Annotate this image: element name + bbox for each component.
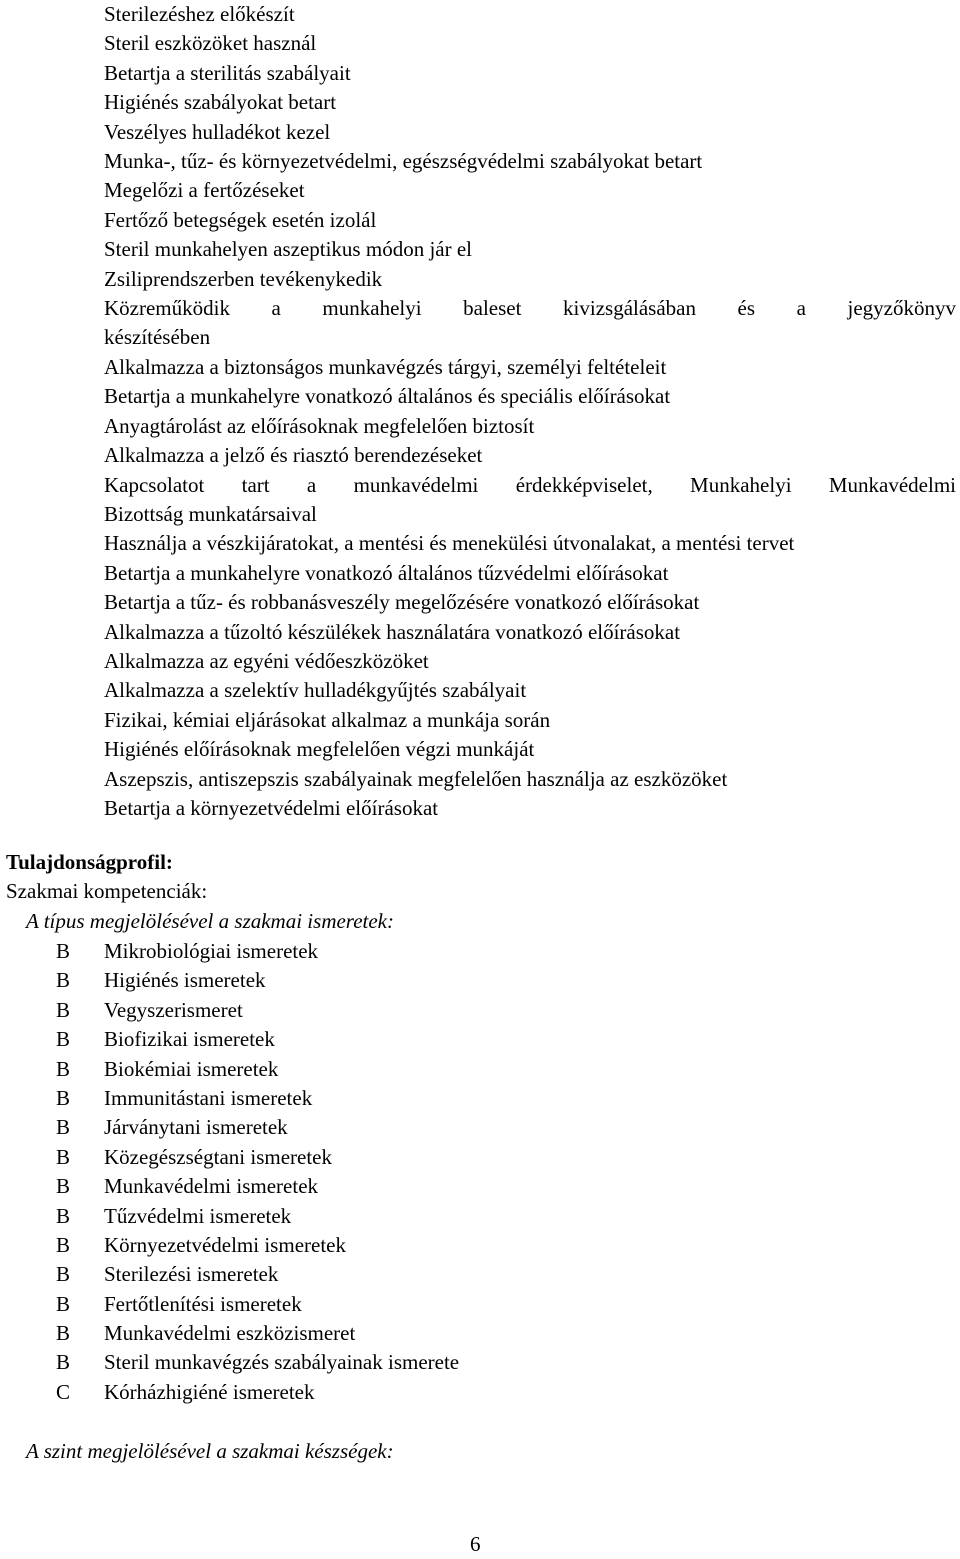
task-item: Megelőzi a fertőzéseket xyxy=(104,178,305,203)
knowledge-label: Munkavédelmi eszközismeret xyxy=(104,1321,356,1346)
task-item: Betartja a tűz- és robbanásveszély megelőzésére vonatkozó előírásokat xyxy=(104,590,700,615)
task-item: Fertőző betegségek esetén izolál xyxy=(104,207,377,232)
knowledge-type: B xyxy=(56,1144,71,1169)
task-item: Alkalmazza a biztonságos munkavégzés tárgyi, személyi feltételeit xyxy=(104,354,667,379)
knowledge-label: Mikrobiológiai ismeretek xyxy=(104,939,319,963)
knowledge-label: Higiénés ismeretek xyxy=(104,968,266,993)
knowledge-label: Biofizikai ismeretek xyxy=(104,1027,275,1052)
task-item: Közreműködik a munkahelyi baleset kivizsgálásában és a jegyzőkönyv xyxy=(104,296,956,321)
task-item: Munka-, tűz- és környezetvédelmi, egészségvédelmi szabályokat betart xyxy=(104,149,703,174)
task-item: Zsiliprendszerben tevékenykedik xyxy=(104,266,383,291)
task-item: Alkalmazza a szelektív hulladékgyűjtés szabályait xyxy=(104,678,527,703)
task-item: Használja a vészkijáratokat, a mentési és menekülési útvonalakat, a mentési tervet xyxy=(104,531,795,556)
knowledge-type: B xyxy=(56,1115,71,1140)
knowledge-label: Fertőtlenítési ismeretek xyxy=(104,1291,302,1316)
knowledge-type: B xyxy=(56,1291,71,1316)
knowledge-label: Járványtani ismeretek xyxy=(104,1115,288,1140)
competencies-subheading: Szakmai kompetenciák: xyxy=(6,879,208,903)
knowledge-label: Közegészségtani ismeretek xyxy=(104,1144,332,1169)
knowledge-type: C xyxy=(56,1379,71,1404)
knowledge-label: Tűzvédelmi ismeretek xyxy=(104,1203,292,1228)
knowledge-type: B xyxy=(56,1232,71,1257)
task-item: Betartja a munkahelyre vonatkozó általános tűzvédelmi előírásokat xyxy=(104,560,669,585)
knowledge-type: B xyxy=(56,1203,71,1228)
knowledge-label: Biokémiai ismeretek xyxy=(104,1056,279,1081)
task-item: Betartja a munkahelyre vonatkozó általános és speciális előírásokat xyxy=(104,384,671,409)
knowledge-intro: A típus megjelölésével a szakmai ismeretek: xyxy=(26,909,394,933)
profile-heading: Tulajdonságprofil: xyxy=(6,850,173,874)
task-item: Alkalmazza a tűzoltó készülékek használatára vonatkozó előírásokat xyxy=(104,619,681,644)
knowledge-type: B xyxy=(56,1085,71,1110)
skills-intro: A szint megjelölésével a szakmai készségek: xyxy=(26,1439,394,1463)
task-item: Higiénés szabályokat betart xyxy=(104,90,337,115)
task-item: Alkalmazza a jelző és riasztó berendezéseket xyxy=(104,443,483,468)
task-item: Bizottság munkatársaival xyxy=(104,501,317,526)
knowledge-label: Kórházhigiéné ismeretek xyxy=(104,1379,315,1404)
knowledge-type: B xyxy=(56,1174,71,1199)
knowledge-label: Immunitástani ismeretek xyxy=(104,1085,313,1110)
task-item: Veszélyes hulladékot kezel xyxy=(104,119,331,144)
knowledge-type: B xyxy=(56,1056,71,1081)
task-item: Steril munkahelyen aszeptikus módon jár el xyxy=(104,237,472,262)
task-item: Anyagtárolást az előírásoknak megfelelően biztosít xyxy=(104,413,535,438)
knowledge-type: B xyxy=(56,1262,71,1287)
task-item: készítésében xyxy=(104,325,211,350)
page-number: 6 xyxy=(470,1532,481,1556)
knowledge-label: Sterilezési ismeretek xyxy=(104,1262,279,1287)
task-item: Betartja a környezetvédelmi előírásokat xyxy=(104,795,439,820)
task-item: Sterilezéshez előkészít xyxy=(104,2,295,26)
knowledge-label: Steril munkavégzés szabályainak ismerete xyxy=(104,1350,460,1375)
task-item: Alkalmazza az egyéni védőeszközöket xyxy=(104,648,429,673)
task-item: Steril eszközöket használ xyxy=(104,31,317,56)
knowledge-type: B xyxy=(56,1027,71,1052)
task-item: Kapcsolatot tart a munkavédelmi érdekképviselet, Munkahelyi Munkavédelmi xyxy=(104,472,956,497)
knowledge-type: B xyxy=(56,939,71,963)
knowledge-type: B xyxy=(56,1350,71,1375)
task-list xyxy=(104,0,956,823)
task-item: Higiénés előírásoknak megfelelően végzi munkáját xyxy=(104,737,535,762)
task-item: Betartja a sterilitás szabályait xyxy=(104,60,351,85)
knowledge-type: B xyxy=(56,1321,71,1346)
task-item: Aszepszis, antiszepszis szabályainak megfelelően használja az eszközöket xyxy=(104,766,728,791)
knowledge-label: Munkavédelmi ismeretek xyxy=(104,1174,319,1199)
knowledge-type: B xyxy=(56,968,71,993)
knowledge-type: B xyxy=(56,997,71,1022)
task-item: Fizikai, kémiai eljárásokat alkalmaz a munkája során xyxy=(104,707,551,732)
knowledge-label: Környezetvédelmi ismeretek xyxy=(104,1232,346,1257)
knowledge-label: Vegyszerismeret xyxy=(104,997,243,1022)
